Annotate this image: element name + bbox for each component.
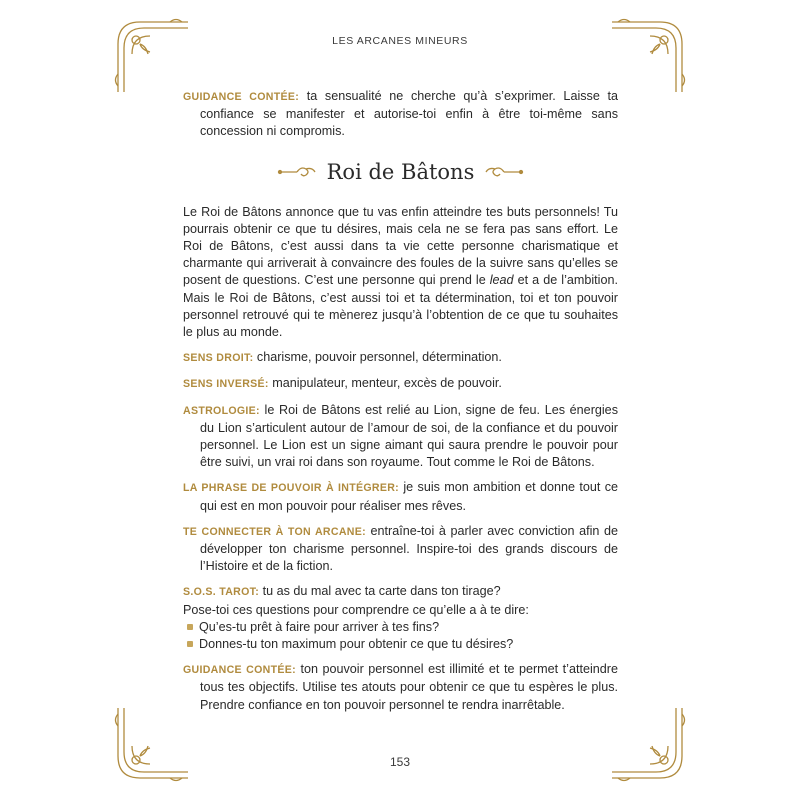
section-title: Roi de Bâtons bbox=[326, 159, 475, 184]
right-flourish-icon bbox=[484, 164, 524, 180]
intro-guidance-label: GUIDANCE CONTÉE: bbox=[183, 91, 300, 103]
left-flourish-icon bbox=[277, 164, 317, 180]
te-connecter bbox=[183, 523, 618, 576]
list-item bbox=[183, 636, 618, 653]
intro-text-before: Le Roi de Bâtons annonce que tu vas enfin atteindre tes buts personnels! Tu pourrais obtenir ce que tu désires, mais cela ne se fera pas sans effort. Le Roi de Bâtons, c’est aussi dans ta vie cette personne charismatique et charmante qui arriverait à convaincre des foules de la suivre sans qu’elles se posent de questions. C’est une personne qui prend le bbox=[183, 204, 618, 288]
intro-text-after: et a de l’ambition. Mais le Roi de Bâtons, c’est aussi toi et ta détermination, toi et ton pouvoir personnel retrouvé qui te mènerez jusqu’à l’obtention de ce que tu souhaites le plus au monde. bbox=[183, 273, 618, 340]
intro-guidance-text: ta sensualité ne cherche qu’à s’exprimer. Laisse ta confiance se manifester et autorise-toi enfin à être toi-même sans concession ni compromis. bbox=[200, 89, 619, 139]
page-number: 153 bbox=[389, 755, 411, 769]
intro-paragraph bbox=[183, 204, 618, 342]
question-text: Donnes-tu ton maximum pour obtenir ce que tu désires? bbox=[199, 637, 514, 652]
astrologie-text: le Roi de Bâtons est relié au Lion, signe de feu. Les énergies du Lion s’articulent autour de l’amour de soi, de la confiance et du pouvoir personnel. Le Lion est un signe aimant qui saura prendre le pouvoir pour être suivi, un vrai roi dans son royaume. Tout comme le Roi de Bâtons. bbox=[200, 402, 618, 470]
list-item bbox=[183, 619, 618, 636]
intro-guidance bbox=[183, 88, 618, 141]
running-header: LES ARCANES MINEURS bbox=[332, 35, 468, 47]
phrase-de-pouvoir bbox=[183, 479, 618, 514]
sens-droit-text: charisme, pouvoir personnel, détermination. bbox=[253, 350, 502, 365]
final-guidance-text: ton pouvoir personnel est illimité et te permet t’atteindre tous tes objectifs. Utilise tes atouts pour obtenir ce que tu espères le plus. Prendre confiance en ton pouvoir personnel te rendra inarrêtable. bbox=[200, 662, 618, 712]
bullet-icon bbox=[187, 624, 193, 630]
phrase-text: je suis mon ambition et donne tout ce qui est en mon pouvoir pour réaliser mes rêves. bbox=[200, 480, 619, 513]
sos-tarot bbox=[183, 583, 618, 601]
page-content bbox=[183, 88, 618, 714]
sos-questions-list bbox=[183, 619, 618, 653]
section-title-row bbox=[183, 158, 618, 186]
astrologie-label: ASTROLOGIE: bbox=[183, 404, 260, 417]
phrase-label: LA PHRASE DE POUVOIR À INTÉGRER: bbox=[183, 482, 399, 495]
bullet-icon bbox=[187, 641, 193, 647]
intro-italic-word: lead bbox=[489, 273, 514, 288]
sos-text: tu as du mal avec ta carte dans ton tirage? bbox=[259, 584, 501, 599]
connecter-text: entraîne-toi à parler avec conviction afin de développer ton charisme personnel. Inspire-toi des grands discours de l’Histoire et de la fiction. bbox=[200, 523, 618, 574]
sos-label: S.O.S. TAROT: bbox=[183, 586, 260, 599]
sens-inverse bbox=[183, 375, 618, 393]
sens-inverse-label: SENS INVERSÉ: bbox=[183, 378, 269, 391]
sens-droit bbox=[183, 349, 618, 367]
final-guidance bbox=[183, 661, 618, 714]
connecter-label: TE CONNECTER À TON ARCANE: bbox=[183, 525, 366, 538]
question-text: Qu’es-tu prêt à faire pour arriver à tes fins? bbox=[199, 619, 440, 634]
final-guidance-label: GUIDANCE CONTÉE: bbox=[183, 664, 296, 677]
sos-prompt: Pose-toi ces questions pour comprendre ce qu’elle a à te dire: bbox=[183, 602, 529, 617]
sens-droit-label: SENS DROIT: bbox=[183, 352, 254, 365]
sens-inverse-text: manipulateur, menteur, excès de pouvoir. bbox=[268, 376, 502, 391]
astrologie bbox=[183, 402, 618, 472]
